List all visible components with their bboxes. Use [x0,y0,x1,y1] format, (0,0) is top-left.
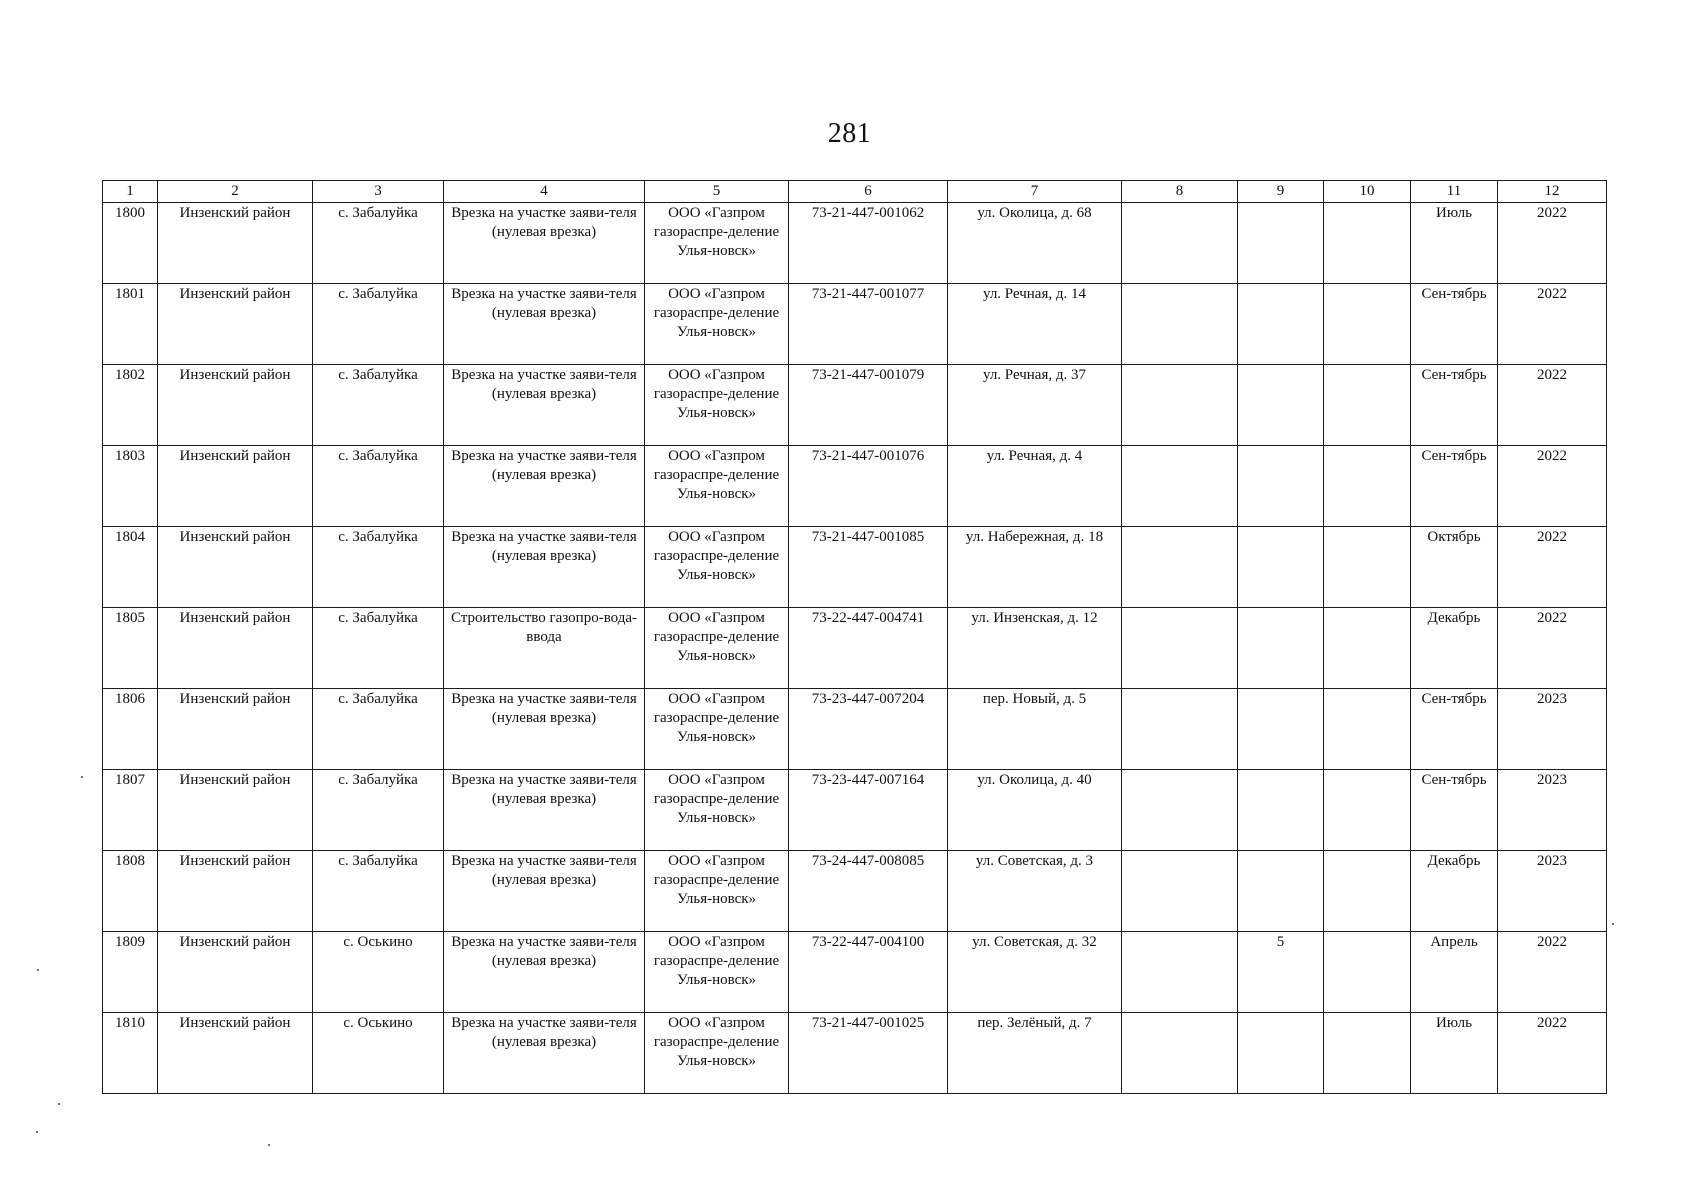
cell-work-type: Строительство газопро-вода-ввода [444,608,645,689]
column-header-7: 7 [948,181,1122,203]
cell-col-10 [1324,608,1411,689]
cell-request-number: 73-24-447-008085 [789,851,948,932]
cell-district: Инзенский район [158,365,313,446]
cell-col-8 [1122,851,1238,932]
cell-request-number: 73-21-447-001079 [789,365,948,446]
column-header-1: 1 [103,181,158,203]
cell-work-type: Врезка на участке заяви-теля (нулевая врезка) [444,689,645,770]
cell-work-type: Врезка на участке заяви-теля (нулевая врезка) [444,284,645,365]
cell-address: ул. Инзенская, д. 12 [948,608,1122,689]
cell-col-8 [1122,608,1238,689]
cell-col-9: 5 [1238,932,1324,1013]
column-header-4: 4 [444,181,645,203]
cell-settlement: с. Забалуйка [313,770,444,851]
scan-speck [58,1103,60,1105]
cell-work-type: Врезка на участке заяви-теля (нулевая врезка) [444,203,645,284]
cell-request-number: 73-22-447-004100 [789,932,948,1013]
column-header-5: 5 [645,181,789,203]
cell-year: 2022 [1498,1013,1607,1094]
cell-col-10 [1324,203,1411,284]
table-row [103,932,1607,1013]
scan-speck [81,776,83,778]
cell-col-10 [1324,689,1411,770]
cell-work-type: Врезка на участке заяви-теля (нулевая врезка) [444,770,645,851]
cell-month: Сен-тябрь [1411,689,1498,770]
column-header-9: 9 [1238,181,1324,203]
cell-address: ул. Околица, д. 40 [948,770,1122,851]
cell-organization: ООО «Газпром газораспре-деление Улья-новск» [645,770,789,851]
cell-district: Инзенский район [158,284,313,365]
cell-col-9 [1238,1013,1324,1094]
cell-organization: ООО «Газпром газораспре-деление Улья-новск» [645,689,789,770]
cell-address: ул. Набережная, д. 18 [948,527,1122,608]
cell-request-number: 73-21-447-001085 [789,527,948,608]
cell-row-number: 1804 [103,527,158,608]
column-header-8: 8 [1122,181,1238,203]
cell-row-number: 1807 [103,770,158,851]
cell-organization: ООО «Газпром газораспре-деление Улья-новск» [645,284,789,365]
cell-col-8 [1122,527,1238,608]
column-header-12: 12 [1498,181,1607,203]
table-row [103,527,1607,608]
cell-col-10 [1324,851,1411,932]
table-row [103,689,1607,770]
cell-year: 2022 [1498,932,1607,1013]
scan-speck [36,1131,38,1133]
cell-settlement: с. Забалуйка [313,608,444,689]
cell-work-type: Врезка на участке заяви-теля (нулевая врезка) [444,1013,645,1094]
cell-district: Инзенский район [158,770,313,851]
cell-year: 2023 [1498,689,1607,770]
cell-address: ул. Речная, д. 37 [948,365,1122,446]
cell-address: ул. Речная, д. 4 [948,446,1122,527]
cell-year: 2022 [1498,203,1607,284]
cell-month: Октябрь [1411,527,1498,608]
cell-settlement: с. Забалуйка [313,689,444,770]
cell-settlement: с. Оськино [313,1013,444,1094]
cell-col-9 [1238,446,1324,527]
cell-col-8 [1122,1013,1238,1094]
cell-district: Инзенский район [158,932,313,1013]
cell-col-10 [1324,1013,1411,1094]
cell-month: Июль [1411,1013,1498,1094]
cell-settlement: с. Забалуйка [313,365,444,446]
cell-year: 2022 [1498,527,1607,608]
cell-row-number: 1806 [103,689,158,770]
cell-organization: ООО «Газпром газораспре-деление Улья-новск» [645,1013,789,1094]
cell-address: ул. Советская, д. 32 [948,932,1122,1013]
table-row [103,446,1607,527]
table-row [103,203,1607,284]
scan-speck [1612,923,1614,925]
cell-col-8 [1122,203,1238,284]
cell-col-10 [1324,284,1411,365]
cell-year: 2023 [1498,851,1607,932]
cell-address: ул. Советская, д. 3 [948,851,1122,932]
header-row [103,181,1607,203]
cell-district: Инзенский район [158,689,313,770]
cell-organization: ООО «Газпром газораспре-деление Улья-новск» [645,365,789,446]
cell-organization: ООО «Газпром газораспре-деление Улья-новск» [645,203,789,284]
cell-district: Инзенский район [158,446,313,527]
cell-work-type: Врезка на участке заяви-теля (нулевая врезка) [444,851,645,932]
cell-row-number: 1802 [103,365,158,446]
cell-col-8 [1122,284,1238,365]
cell-year: 2022 [1498,365,1607,446]
column-header-10: 10 [1324,181,1411,203]
cell-settlement: с. Забалуйка [313,851,444,932]
cell-request-number: 73-21-447-001077 [789,284,948,365]
cell-district: Инзенский район [158,527,313,608]
cell-year: 2023 [1498,770,1607,851]
column-header-3: 3 [313,181,444,203]
cell-address: пер. Новый, д. 5 [948,689,1122,770]
cell-row-number: 1805 [103,608,158,689]
cell-year: 2022 [1498,446,1607,527]
cell-address: пер. Зелёный, д. 7 [948,1013,1122,1094]
cell-col-9 [1238,689,1324,770]
cell-request-number: 73-22-447-004741 [789,608,948,689]
cell-settlement: с. Забалуйка [313,527,444,608]
register-table [102,180,1607,1094]
column-header-6: 6 [789,181,948,203]
cell-organization: ООО «Газпром газораспре-деление Улья-новск» [645,851,789,932]
cell-request-number: 73-23-447-007164 [789,770,948,851]
cell-district: Инзенский район [158,851,313,932]
cell-col-9 [1238,851,1324,932]
cell-col-9 [1238,608,1324,689]
cell-work-type: Врезка на участке заяви-теля (нулевая врезка) [444,527,645,608]
cell-col-10 [1324,365,1411,446]
cell-request-number: 73-21-447-001076 [789,446,948,527]
cell-col-10 [1324,446,1411,527]
table-row [103,284,1607,365]
cell-month: Сен-тябрь [1411,446,1498,527]
cell-settlement: с. Забалуйка [313,203,444,284]
cell-col-9 [1238,203,1324,284]
table-row [103,851,1607,932]
cell-month: Сен-тябрь [1411,284,1498,365]
cell-col-9 [1238,527,1324,608]
cell-month: Апрель [1411,932,1498,1013]
cell-row-number: 1808 [103,851,158,932]
cell-row-number: 1810 [103,1013,158,1094]
cell-col-9 [1238,284,1324,365]
cell-organization: ООО «Газпром газораспре-деление Улья-новск» [645,608,789,689]
cell-col-10 [1324,932,1411,1013]
cell-col-10 [1324,770,1411,851]
cell-col-9 [1238,365,1324,446]
table-row [103,608,1607,689]
scan-speck [37,969,39,971]
cell-organization: ООО «Газпром газораспре-деление Улья-новск» [645,446,789,527]
cell-row-number: 1803 [103,446,158,527]
cell-organization: ООО «Газпром газораспре-деление Улья-новск» [645,932,789,1013]
cell-row-number: 1800 [103,203,158,284]
cell-district: Инзенский район [158,203,313,284]
cell-address: ул. Околица, д. 68 [948,203,1122,284]
cell-year: 2022 [1498,284,1607,365]
cell-col-8 [1122,770,1238,851]
cell-settlement: с. Оськино [313,932,444,1013]
cell-address: ул. Речная, д. 14 [948,284,1122,365]
table-body [103,203,1607,1094]
table-row [103,770,1607,851]
cell-request-number: 73-21-447-001025 [789,1013,948,1094]
cell-col-9 [1238,770,1324,851]
cell-request-number: 73-23-447-007204 [789,689,948,770]
cell-district: Инзенский район [158,608,313,689]
cell-month: Сен-тябрь [1411,770,1498,851]
page-number: 281 [827,118,872,149]
cell-year: 2022 [1498,608,1607,689]
cell-month: Декабрь [1411,608,1498,689]
cell-month: Июль [1411,203,1498,284]
cell-row-number: 1801 [103,284,158,365]
table-row [103,1013,1607,1094]
cell-month: Сен-тябрь [1411,365,1498,446]
column-header-2: 2 [158,181,313,203]
table-row [103,365,1607,446]
cell-work-type: Врезка на участке заяви-теля (нулевая врезка) [444,932,645,1013]
cell-work-type: Врезка на участке заяви-теля (нулевая врезка) [444,446,645,527]
scan-speck [268,1144,270,1146]
cell-col-8 [1122,932,1238,1013]
cell-row-number: 1809 [103,932,158,1013]
cell-col-8 [1122,689,1238,770]
cell-settlement: с. Забалуйка [313,284,444,365]
cell-district: Инзенский район [158,1013,313,1094]
column-header-11: 11 [1411,181,1498,203]
cell-col-8 [1122,365,1238,446]
cell-request-number: 73-21-447-001062 [789,203,948,284]
cell-month: Декабрь [1411,851,1498,932]
cell-work-type: Врезка на участке заяви-теля (нулевая врезка) [444,365,645,446]
cell-col-10 [1324,527,1411,608]
cell-col-8 [1122,446,1238,527]
cell-settlement: с. Забалуйка [313,446,444,527]
cell-organization: ООО «Газпром газораспре-деление Улья-новск» [645,527,789,608]
